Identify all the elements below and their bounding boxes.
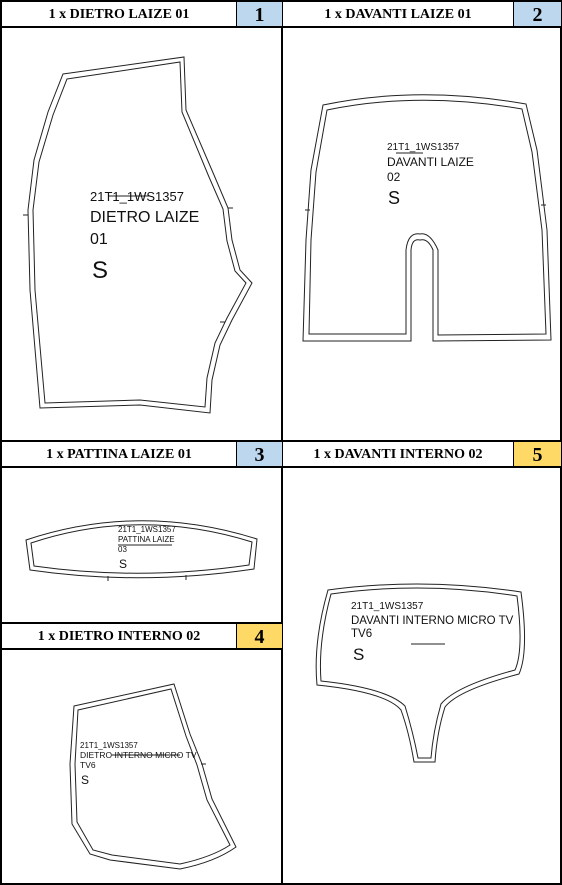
cell-2-label-code: 21T1_1WS1357 xyxy=(387,142,460,153)
cell-2-label-size: S xyxy=(388,188,401,208)
cell-4-label-code: 21T1_1WS1357 xyxy=(80,741,138,750)
cell-1-number: 1 xyxy=(236,2,282,26)
cell-1-label-num: 01 xyxy=(90,231,108,248)
cell-3-number: 3 xyxy=(236,442,282,466)
cell-4-number: 4 xyxy=(236,624,282,648)
cell-2-label-num: 02 xyxy=(387,170,401,184)
cell-4-outline-outer xyxy=(70,684,236,869)
cell-3-label-name: PATTINA LAIZE xyxy=(118,535,175,544)
cell-2-label-name: DAVANTI LAIZE xyxy=(387,155,474,169)
cell-5-pattern-piece xyxy=(283,442,560,883)
cell-2-title: 1 x DAVANTI LAIZE 01 xyxy=(324,7,472,22)
cell-4-title: 1 x DIETRO INTERNO 02 xyxy=(37,629,201,644)
cell-2-pattern-piece xyxy=(283,0,560,440)
cell-1-title: 1 x DIETRO LAIZE 01 xyxy=(48,7,190,22)
cell-2-number: 2 xyxy=(513,2,561,26)
cell-1-outline-outer xyxy=(28,57,252,413)
cell-2-outline-outer xyxy=(303,95,551,341)
cell-5-number: 5 xyxy=(513,442,561,466)
cell-3-label-size: S xyxy=(119,557,128,571)
cell-5-label-code: 21T1_1WS1357 xyxy=(351,601,424,612)
cell-3-title: 1 x PATTINA LAIZE 01 xyxy=(46,447,192,462)
cell-5-outline-inner xyxy=(320,588,520,758)
cell-5-title: 1 x DAVANTI INTERNO 02 xyxy=(313,447,483,462)
cell-3-label-num: 03 xyxy=(118,545,127,554)
cell-3-pattern-piece xyxy=(0,442,282,622)
cell-1-outline-inner xyxy=(33,62,246,407)
cell-1-label-name: DIETRO LAIZE xyxy=(90,209,200,226)
cell-4-label-num: TV6 xyxy=(80,760,96,770)
cell-4-pattern-piece xyxy=(0,624,282,884)
cell-5-label-name: DAVANTI INTERNO MICRO TV xyxy=(351,615,514,627)
cell-5-label-size: S xyxy=(353,645,365,664)
cell-2-outline-inner xyxy=(309,100,546,335)
cell-4-label-size: S xyxy=(81,773,90,787)
cell-5-label-num: TV6 xyxy=(351,628,373,640)
cell-1-pattern-piece xyxy=(0,0,282,440)
cell-1-label-size: S xyxy=(92,257,109,284)
cell-4-label-name: DIETRO INTERNO MICRO TV xyxy=(80,750,197,760)
cell-4-outline-inner xyxy=(75,689,230,864)
cell-1-label-code: 21T1_1WS1357 xyxy=(90,189,184,204)
cell-3-label-code: 21T1_1WS1357 xyxy=(118,525,176,534)
